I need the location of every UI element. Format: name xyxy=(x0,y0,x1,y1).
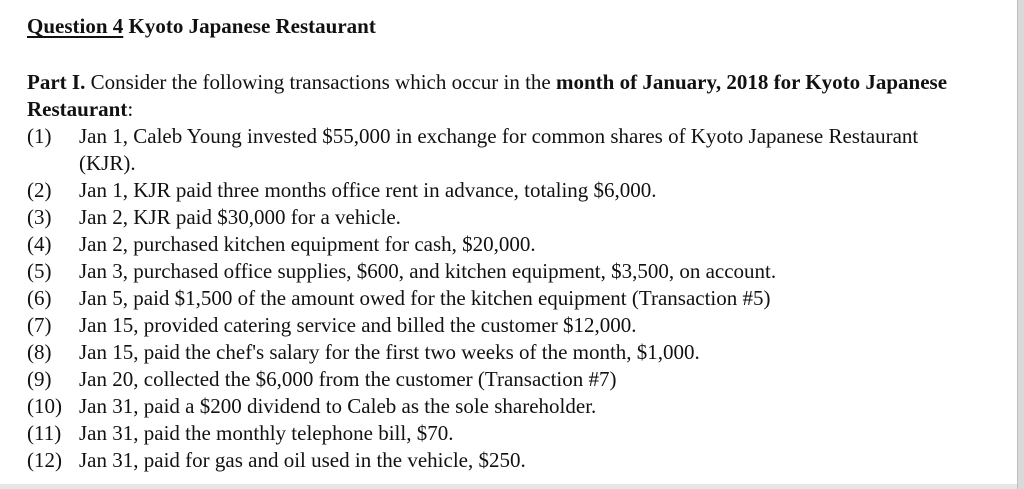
transaction-item xyxy=(27,393,1007,420)
question-number: Question 4 xyxy=(27,14,124,38)
transaction-item xyxy=(27,231,1007,258)
transaction-item xyxy=(27,339,1007,366)
part-intro xyxy=(27,69,987,123)
intro-text: Consider the following transactions which occur in the xyxy=(85,70,556,94)
transaction-text: Jan 3, purchased office supplies, $600, and kitchen equipment, $3,500, on account. xyxy=(79,259,777,283)
transaction-number: (9) xyxy=(27,367,52,391)
transaction-text: Jan 2, KJR paid $30,000 for a vehicle. xyxy=(79,205,401,229)
transaction-item xyxy=(27,447,1007,474)
transaction-number: (1) xyxy=(27,124,52,148)
question-title: Kyoto Japanese Restaurant xyxy=(123,14,376,38)
transaction-text: Jan 2, purchased kitchen equipment for cash, $20,000. xyxy=(79,232,536,256)
question-heading xyxy=(27,14,376,39)
transaction-number: (10) xyxy=(27,394,62,418)
intro-period: month of January, 2018 for Kyoto Japanese Restaurant xyxy=(27,70,948,121)
transaction-text: Jan 31, paid for gas and oil used in the vehicle, $250. xyxy=(79,448,526,472)
page-bottom-edge xyxy=(0,484,1017,489)
transaction-item xyxy=(27,177,1007,204)
transaction-number: (2) xyxy=(27,178,52,202)
transaction-number: (11) xyxy=(27,421,62,445)
transaction-text: Jan 15, provided catering service and billed the customer $12,000. xyxy=(79,313,637,337)
transaction-list xyxy=(27,123,1007,474)
transaction-item xyxy=(27,204,1007,231)
transaction-number: (7) xyxy=(27,313,52,337)
transaction-item xyxy=(27,123,1007,177)
transaction-item xyxy=(27,258,1007,285)
transaction-text: Jan 1, KJR paid three months office rent in advance, totaling $6,000. xyxy=(79,178,657,202)
page-edge-shadow xyxy=(1017,0,1024,489)
transaction-number: (4) xyxy=(27,232,52,256)
transaction-item xyxy=(27,312,1007,339)
transaction-text: Jan 5, paid $1,500 of the amount owed for the kitchen equipment (Transaction #5) xyxy=(79,286,771,310)
part-label: Part I. xyxy=(27,70,86,94)
transaction-number: (6) xyxy=(27,286,52,310)
transaction-text: Jan 31, paid a $200 dividend to Caleb as the sole shareholder. xyxy=(79,394,597,418)
transaction-number: (8) xyxy=(27,340,52,364)
transaction-text: Jan 1, Caleb Young invested $55,000 in exchange for common shares of Kyoto Japanese Restaurant (KJR). xyxy=(79,124,919,175)
intro-colon: : xyxy=(127,97,134,121)
transaction-number: (3) xyxy=(27,205,52,229)
transaction-number: (5) xyxy=(27,259,52,283)
transaction-item xyxy=(27,420,1007,447)
transaction-text: Jan 20, collected the $6,000 from the customer (Transaction #7) xyxy=(79,367,617,391)
transaction-text: Jan 31, paid the monthly telephone bill, $70. xyxy=(79,421,454,445)
transaction-number: (12) xyxy=(27,448,62,472)
transaction-item xyxy=(27,285,1007,312)
transaction-text: Jan 15, paid the chef's salary for the first two weeks of the month, $1,000. xyxy=(79,340,700,364)
transaction-item xyxy=(27,366,1007,393)
